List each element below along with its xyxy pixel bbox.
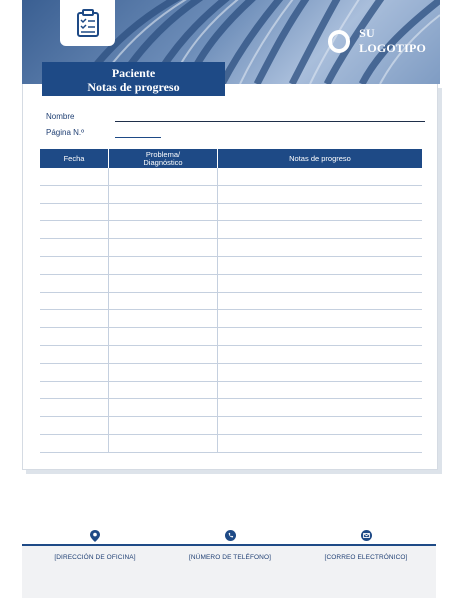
date-cell[interactable] <box>40 221 109 238</box>
date-cell[interactable] <box>40 382 109 399</box>
date-cell[interactable] <box>40 275 109 292</box>
date-cell[interactable] <box>40 417 109 434</box>
notes-cell[interactable] <box>218 293 422 310</box>
date-cell[interactable] <box>40 293 109 310</box>
table-row <box>40 168 422 186</box>
notes-cell[interactable] <box>218 328 422 345</box>
diagnosis-cell[interactable] <box>109 346 218 363</box>
table-row <box>40 417 422 435</box>
date-cell[interactable] <box>40 239 109 256</box>
notes-cell[interactable] <box>218 435 422 452</box>
date-cell[interactable] <box>40 346 109 363</box>
notes-cell[interactable] <box>218 239 422 256</box>
table-row <box>40 221 422 239</box>
diagnosis-cell[interactable] <box>109 399 218 416</box>
date-cell[interactable] <box>40 364 109 381</box>
diagnosis-cell[interactable] <box>109 204 218 221</box>
table-row <box>40 204 422 222</box>
address-text: [DIRECCIÓN DE OFICINA] <box>54 554 136 561</box>
table-row <box>40 275 422 293</box>
name-field-line[interactable] <box>115 121 425 122</box>
diagnosis-cell[interactable] <box>109 382 218 399</box>
date-cell[interactable] <box>40 257 109 274</box>
title-line-1: Paciente <box>111 66 156 80</box>
column-header-diagnosis <box>109 149 218 168</box>
location-pin-icon <box>90 530 100 542</box>
logo-text: SU LOGOTIPO <box>359 26 427 55</box>
diagnosis-cell[interactable] <box>109 293 218 310</box>
table-row <box>40 382 422 400</box>
email-icon <box>361 530 372 541</box>
name-label: Nombre <box>46 112 75 121</box>
column-header-diagnosis-text: Problema/ Diagnóstico <box>143 149 183 167</box>
notes-cell[interactable] <box>218 186 422 203</box>
notes-cell[interactable] <box>218 399 422 416</box>
notes-cell[interactable] <box>218 204 422 221</box>
table-row <box>40 293 422 311</box>
phone-text: [NÚMERO DE TELÉFONO] <box>188 554 272 561</box>
date-cell[interactable] <box>40 186 109 203</box>
diagnosis-cell[interactable] <box>109 186 218 203</box>
page-title <box>42 62 225 96</box>
notes-cell[interactable] <box>218 168 422 185</box>
diagnosis-cell[interactable] <box>109 310 218 327</box>
clipboard-icon <box>76 9 100 37</box>
table-header <box>40 149 422 168</box>
column-header-notes: Notas de progreso <box>289 153 351 163</box>
diagnosis-cell[interactable] <box>109 257 218 274</box>
table-row <box>40 399 422 417</box>
date-cell[interactable] <box>40 168 109 185</box>
page-number-label: Página N.º <box>46 128 85 137</box>
clipboard-badge <box>60 0 115 46</box>
email-text: [CORREO ELECTRÓNICO] <box>324 554 408 561</box>
notes-cell[interactable] <box>218 221 422 238</box>
title-line-2: Notas de progreso <box>87 80 180 94</box>
page-number-field-line[interactable] <box>115 137 161 138</box>
notes-cell[interactable] <box>218 364 422 381</box>
notes-cell[interactable] <box>218 346 422 363</box>
date-cell[interactable] <box>40 328 109 345</box>
table-row <box>40 328 422 346</box>
footer-email <box>296 530 436 561</box>
table-row <box>40 186 422 204</box>
footer-phone <box>160 530 300 561</box>
date-cell[interactable] <box>40 435 109 452</box>
diagnosis-cell[interactable] <box>109 328 218 345</box>
diagnosis-cell[interactable] <box>109 435 218 452</box>
table-row <box>40 310 422 328</box>
date-cell[interactable] <box>40 204 109 221</box>
diagnosis-cell[interactable] <box>109 168 218 185</box>
table-row <box>40 346 422 364</box>
table-row <box>40 364 422 382</box>
footer-address <box>25 530 165 561</box>
logo-ring-icon <box>328 30 350 53</box>
phone-icon <box>225 530 236 541</box>
notes-cell[interactable] <box>218 275 422 292</box>
notes-cell[interactable] <box>218 310 422 327</box>
diagnosis-cell[interactable] <box>109 239 218 256</box>
table-row <box>40 239 422 257</box>
table-row <box>40 435 422 453</box>
table-row <box>40 257 422 275</box>
diagnosis-cell[interactable] <box>109 275 218 292</box>
diagnosis-cell[interactable] <box>109 364 218 381</box>
date-cell[interactable] <box>40 310 109 327</box>
progress-notes-table <box>40 149 422 453</box>
diagnosis-cell[interactable] <box>109 417 218 434</box>
column-header-date: Fecha <box>40 149 109 168</box>
notes-cell[interactable] <box>218 382 422 399</box>
notes-cell[interactable] <box>218 257 422 274</box>
table-body <box>40 168 422 453</box>
date-cell[interactable] <box>40 399 109 416</box>
diagnosis-cell[interactable] <box>109 221 218 238</box>
company-logo <box>328 26 440 56</box>
notes-cell[interactable] <box>218 417 422 434</box>
